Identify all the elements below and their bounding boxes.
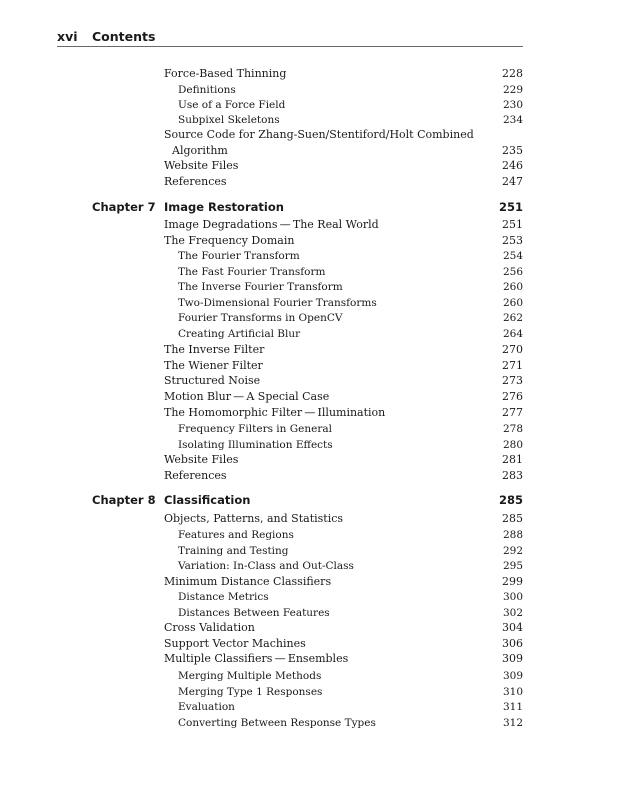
toc-entry (0, 342, 636, 358)
toc-entry-page: 247 (502, 175, 523, 188)
header-title: Contents (92, 29, 156, 44)
toc-entry (0, 452, 636, 468)
toc-subentry (0, 82, 636, 98)
toc-entry-title: References (164, 175, 227, 188)
chapter-label: Chapter 8 (92, 493, 156, 507)
toc-entry-page: 273 (502, 374, 523, 387)
toc-subentry (0, 97, 636, 113)
toc-entry-page: 229 (502, 84, 523, 96)
toc-entry (0, 636, 636, 652)
toc-entry-title: Isolating Illumination Effects (178, 439, 333, 451)
toc-subentry (0, 558, 636, 574)
toc-entry-title: The Fourier Transform (178, 250, 300, 262)
toc-entry-page: 270 (502, 343, 523, 356)
toc-subentry (0, 310, 636, 326)
toc-entry-title: The Inverse Filter (164, 343, 265, 356)
toc-entry-page: 280 (502, 439, 523, 451)
toc-entry (0, 66, 636, 82)
toc-entry-page: 235 (502, 144, 523, 157)
toc-subentry (0, 668, 636, 684)
toc-subentry (0, 264, 636, 280)
toc-entry-page: 260 (502, 297, 523, 309)
toc-entry-title: The Wiener Filter (164, 359, 263, 372)
toc-entry-title: Use of a Force Field (178, 99, 286, 111)
toc-entry-page: 256 (502, 266, 523, 278)
toc-subentry (0, 437, 636, 453)
toc-entry-page: 283 (502, 469, 523, 482)
toc-entry-title: Variation: In-Class and Out-Class (178, 560, 354, 572)
toc-entry-page: 264 (502, 328, 523, 340)
toc-entry-title: The Homomorphic Filter — Illumination (164, 406, 386, 419)
toc-entry-page: 309 (502, 652, 523, 665)
toc-entry-title: Website Files (164, 453, 239, 466)
toc-entry-page: 246 (502, 159, 523, 172)
toc-entry-title-continued: Algorithm (172, 144, 228, 157)
toc-entry-title: Distance Metrics (178, 591, 269, 603)
toc-entry-page: 310 (502, 686, 523, 698)
toc-entry-page: 292 (502, 545, 523, 557)
chapter-title: Image Restoration (164, 200, 284, 214)
toc-subentry (0, 699, 636, 715)
toc-entry-title: Creating Artificial Blur (178, 328, 301, 340)
toc-entry-title: Features and Regions (178, 529, 294, 541)
toc-subentry (0, 589, 636, 605)
toc-entry (0, 405, 636, 421)
toc-entry (0, 127, 636, 159)
toc-entry (0, 217, 636, 233)
chapter-page: 251 (498, 200, 523, 214)
chapter-title: Classification (164, 493, 251, 507)
toc-subentry (0, 421, 636, 437)
toc-entry-title: Frequency Filters in General (178, 423, 332, 435)
toc-subentry (0, 112, 636, 128)
toc-entry-title: Support Vector Machines (164, 637, 306, 650)
toc-entry-page: 281 (502, 453, 523, 466)
toc-entry-title: Converting Between Response Types (178, 717, 376, 729)
toc-entry-title: Minimum Distance Classifiers (164, 575, 332, 588)
toc-entry-title: Force-Based Thinning (164, 67, 287, 80)
chapter-page: 285 (498, 493, 523, 507)
toc-subentry (0, 605, 636, 621)
toc-entry-page: 230 (502, 99, 523, 111)
toc-entry-page: 306 (502, 637, 523, 650)
toc-entry-page: 254 (502, 250, 523, 262)
toc-entry-page: 300 (502, 591, 523, 603)
toc-entry-page: 304 (502, 621, 523, 634)
header-page-number: xvi (57, 29, 78, 44)
toc-entry-page: 251 (502, 218, 523, 231)
toc-entry-title: Evaluation (178, 701, 235, 713)
toc-entry-page: 278 (502, 423, 523, 435)
toc-entry-title: Objects, Patterns, and Statistics (164, 512, 344, 525)
toc-entry-page: 312 (502, 717, 523, 729)
toc-entry (0, 158, 636, 174)
toc-entry-page: 309 (502, 670, 523, 682)
toc-subentry (0, 326, 636, 342)
toc-entry (0, 468, 636, 484)
chapter-heading (0, 199, 636, 215)
toc-subentry (0, 715, 636, 731)
toc-entry-title: Multiple Classifiers — Ensembles (164, 652, 349, 665)
toc-entry-page: 311 (502, 701, 523, 713)
toc-entry (0, 389, 636, 405)
toc-entry-page: 276 (502, 390, 523, 403)
toc-entry-page: 299 (502, 575, 523, 588)
toc-entry-page: 302 (502, 607, 523, 619)
toc-entry-page: 285 (502, 512, 523, 525)
toc-entry-title: Training and Testing (178, 545, 289, 557)
toc-entry-title: Distances Between Features (178, 607, 330, 619)
toc-entry-title: Source Code for Zhang-Suen/Stentiford/Holt Combined (164, 128, 474, 141)
toc-subentry (0, 248, 636, 264)
toc-entry-title: Cross Validation (164, 621, 255, 634)
toc-entry-page: 295 (502, 560, 523, 572)
toc-entry-page: 260 (502, 281, 523, 293)
toc-entry (0, 358, 636, 374)
toc-entry (0, 620, 636, 636)
toc-entry-page: 288 (502, 529, 523, 541)
toc-subentry (0, 295, 636, 311)
toc-entry-title: Definitions (178, 84, 236, 96)
toc-entry-page: 262 (502, 312, 523, 324)
toc-entry (0, 574, 636, 590)
chapter-heading (0, 492, 636, 508)
toc-entry-page: 277 (502, 406, 523, 419)
toc-entry (0, 174, 636, 190)
toc-subentry (0, 543, 636, 559)
toc-subentry (0, 527, 636, 543)
toc-entry-title: References (164, 469, 227, 482)
toc-entry-page: 271 (502, 359, 523, 372)
chapter-label: Chapter 7 (92, 200, 156, 214)
toc-entry-title: Website Files (164, 159, 239, 172)
toc-entry-title: Image Degradations — The Real World (164, 218, 379, 231)
toc-entry-title: Subpixel Skeletons (178, 114, 280, 126)
toc-entry (0, 373, 636, 389)
toc-entry-title: The Frequency Domain (164, 234, 295, 247)
toc-entry-title: Motion Blur — A Special Case (164, 390, 330, 403)
toc-entry-title: The Inverse Fourier Transform (178, 281, 343, 293)
toc-subentry (0, 279, 636, 295)
toc-entry-page: 228 (502, 67, 523, 80)
toc-entry (0, 233, 636, 249)
toc-entry-page: 253 (502, 234, 523, 247)
toc-entry-title: Structured Noise (164, 374, 261, 387)
toc-entry-page: 234 (502, 114, 523, 126)
toc-subentry (0, 684, 636, 700)
toc-entry (0, 511, 636, 527)
toc-entry-title: Merging Multiple Methods (178, 670, 322, 682)
toc-entry-title: The Fast Fourier Transform (178, 266, 326, 278)
toc-entry-title: Two-Dimensional Fourier Transforms (178, 297, 377, 309)
toc-entry-title: Merging Type 1 Responses (178, 686, 323, 698)
toc-entry (0, 651, 636, 667)
toc-entry-title: Fourier Transforms in OpenCV (178, 312, 343, 324)
